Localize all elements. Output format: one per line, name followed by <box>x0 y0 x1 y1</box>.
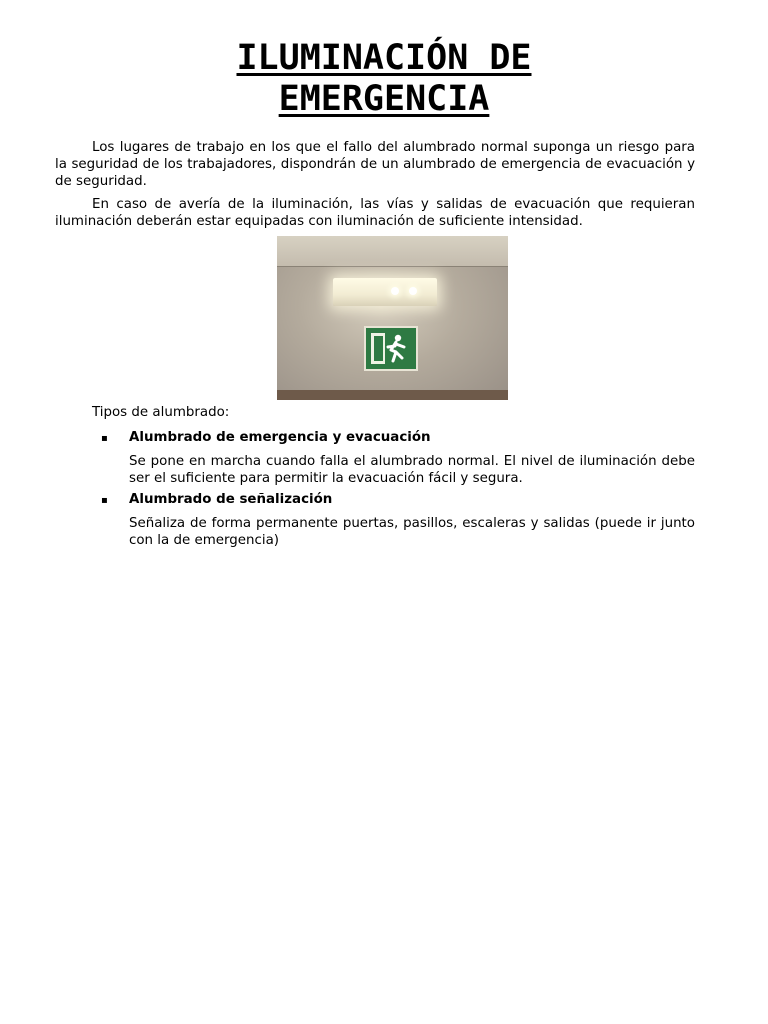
lamp-light <box>391 287 399 295</box>
intro-paragraph: Los lugares de trabajo en los que el fallo del alumbrado normal suponga un riesgo para la seguridad de los trabajadores, dispondrán de un alumbrado de emergencia de evacuación y de seguridad. <box>55 140 695 189</box>
lamp-light <box>409 287 417 295</box>
types-intro: Tipos de alumbrado: <box>92 405 230 420</box>
ceiling <box>277 236 508 267</box>
type-title-signaling: Alumbrado de señalización <box>129 492 333 507</box>
floor <box>277 390 508 400</box>
bullet-marker: ▪ <box>101 433 108 444</box>
requirement-paragraph: En caso de avería de la iluminación, las vías y salidas de evacuación que requieran iluminación deberán estar equipadas con iluminación de suficiente intensidad. <box>55 197 695 229</box>
type-description-signaling: Señaliza de forma permanente puertas, pasillos, escaleras y salidas (puede ir junto con la de emergencia) <box>129 516 695 548</box>
type-description-emergency: Se pone en marcha cuando falla el alumbrado normal. El nivel de iluminación debe ser el suficiente para permitir la evacuación fácil y segura. <box>129 454 695 486</box>
emergency-lamp <box>333 278 437 306</box>
bullet-marker: ▪ <box>101 495 108 506</box>
exit-sign-icon <box>364 326 418 371</box>
page-title <box>0 38 768 120</box>
title-line-2: EMERGENCIA <box>278 79 490 119</box>
emergency-exit-photo <box>277 236 508 400</box>
title-line-1: ILUMINACIÓN DE <box>236 38 532 78</box>
type-title-emergency: Alumbrado de emergencia y evacuación <box>129 430 431 445</box>
